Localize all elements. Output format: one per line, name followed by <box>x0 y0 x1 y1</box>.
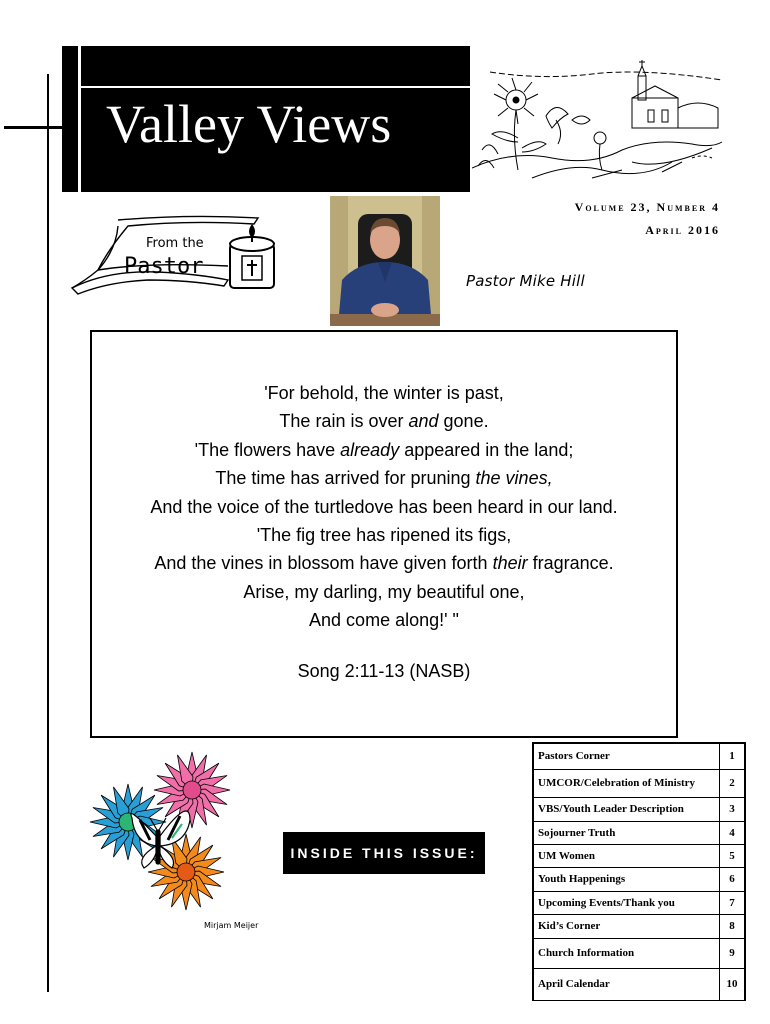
contents-page-number: 1 <box>720 743 746 769</box>
contents-title[interactable]: Upcoming Events/Thank you <box>533 891 720 914</box>
scripture-line: The time has arrived for pruning the vines, <box>215 468 553 489</box>
table-of-contents <box>532 742 746 1001</box>
contents-row[interactable] <box>533 844 745 867</box>
contents-title[interactable]: Church Information <box>533 938 720 968</box>
contents-page-number: 4 <box>720 821 746 844</box>
contents-page-number: 10 <box>720 968 746 1000</box>
issue-date: April 2016 <box>645 223 720 237</box>
contents-row[interactable] <box>533 797 745 821</box>
contents-row[interactable] <box>533 968 745 1000</box>
contents-title[interactable]: UMCOR/Celebration of Ministry <box>533 769 720 797</box>
contents-row[interactable] <box>533 914 745 938</box>
contents-title[interactable]: UM Women <box>533 844 720 867</box>
left-horizontal-rule <box>4 126 66 129</box>
left-vertical-rule <box>47 74 49 992</box>
pastor-name: Pastor Mike Hill <box>466 272 585 290</box>
contents-row[interactable] <box>533 938 745 968</box>
scripture-line: Arise, my darling, my beautiful one, <box>243 581 525 602</box>
contents-page-number: 2 <box>720 769 746 797</box>
contents-row[interactable] <box>533 821 745 844</box>
contents-title[interactable]: Kid’s Corner <box>533 914 720 938</box>
from-the-pastor-logo <box>68 210 280 300</box>
contents-page-number: 5 <box>720 844 746 867</box>
contents-title[interactable]: April Calendar <box>533 968 720 1000</box>
contents-title[interactable]: Sojourner Truth <box>533 821 720 844</box>
church-landscape-sketch <box>472 58 724 190</box>
volume-number: Volume 23, Number 4 <box>574 200 720 214</box>
scripture-reference: Song 2:11-13 (NASB) <box>297 660 471 681</box>
pastor-photo <box>330 196 440 326</box>
scripture-box <box>90 330 678 738</box>
scripture-line: 'The fig tree has ripened its figs, <box>256 525 512 546</box>
contents-page-number: 3 <box>720 797 746 821</box>
pink-flower-icon <box>154 752 230 828</box>
newsletter-title: Valley Views <box>106 94 392 154</box>
inside-this-issue-label: INSIDE THIS ISSUE: <box>283 832 485 874</box>
logo-line1: From the <box>146 236 204 251</box>
scripture-line: And come along!' " <box>309 610 459 631</box>
scripture-line: 'For behold, the winter is past, <box>264 383 504 403</box>
contents-page-number: 9 <box>720 938 746 968</box>
logo-line2: Pastor <box>124 254 204 279</box>
masthead-stub-rule <box>78 46 81 192</box>
flowers-butterfly-clipart <box>86 746 246 922</box>
contents-page-number: 6 <box>720 867 746 891</box>
scripture-line: The rain is over and gone. <box>279 411 489 432</box>
contents-page-number: 8 <box>720 914 746 938</box>
candle-icon <box>230 224 274 288</box>
masthead-inner-rule <box>80 86 470 88</box>
scripture-line: And the voice of the turtledove has been heard in our land. <box>150 496 618 517</box>
masthead <box>62 46 470 192</box>
scripture-lines <box>92 379 676 635</box>
contents-page-number: 7 <box>720 891 746 914</box>
contents-title[interactable]: Pastors Corner <box>533 743 720 769</box>
contents-row[interactable] <box>533 867 745 891</box>
contents-row[interactable] <box>533 891 745 914</box>
scripture-line: And the vines in blossom have given forth their fragrance. <box>154 553 614 574</box>
clipart-credit: Mirjam Meijer <box>204 921 259 930</box>
contents-row[interactable] <box>533 743 745 769</box>
contents-title[interactable]: VBS/Youth Leader Description <box>533 797 720 821</box>
contents-row[interactable] <box>533 769 745 797</box>
scripture-line: 'The flowers have already appeared in the land; <box>194 439 574 460</box>
contents-title[interactable]: Youth Happenings <box>533 867 720 891</box>
